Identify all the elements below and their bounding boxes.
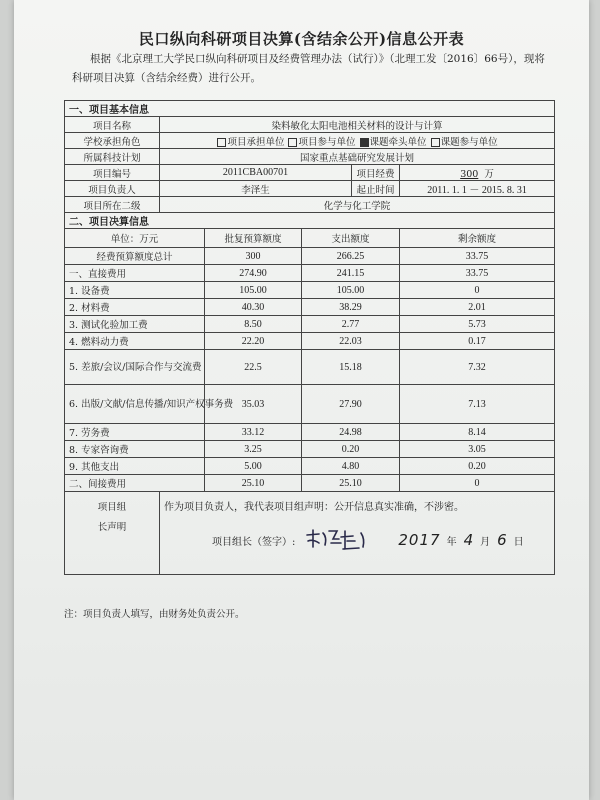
row-remain: 7.13: [400, 385, 555, 424]
table-row: [65, 441, 555, 458]
project-funds-unit: 万: [484, 168, 494, 180]
row-budget: 3.25: [205, 441, 302, 458]
row-spent: 4.80: [302, 458, 400, 475]
disclosure-form: [64, 100, 555, 575]
table-row: [65, 282, 555, 299]
project-leader-value: 李泽生: [160, 181, 352, 197]
school-role-label: 学校承担角色: [65, 133, 160, 149]
row-budget: 8.50: [205, 316, 302, 333]
role-option-label: 课题参与单位: [440, 136, 498, 148]
row-name: 1. 设备费: [65, 282, 205, 299]
table-row: [65, 458, 555, 475]
row-remain: 2.01: [400, 299, 555, 316]
row-name: 经费预算额度总计: [65, 248, 205, 265]
project-funds-label: 项目经费: [352, 165, 400, 181]
row-budget: 40.30: [205, 299, 302, 316]
table-row: [65, 248, 555, 265]
row-name: 5. 差旅/会议/国际合作与交流费: [65, 350, 205, 385]
signature-label: 项目组长（签字）:: [212, 536, 296, 548]
row-name: 6. 出版/文献/信息传播/知识产权事务费: [65, 385, 205, 424]
row-spent: 24.98: [302, 424, 400, 441]
date-month: 4: [463, 531, 475, 549]
date-year: 2017: [398, 531, 441, 549]
table-row: [65, 350, 555, 385]
project-funds-cell: [400, 165, 555, 181]
row-name: 4. 燃料动力费: [65, 333, 205, 350]
row-budget: 105.00: [205, 282, 302, 299]
project-name-value: 染料敏化太阳电池相关材料的设计与计算: [160, 117, 555, 133]
table-row: [65, 316, 555, 333]
row-spent: 241.15: [302, 265, 400, 282]
col-header-spent: 支出额度: [302, 229, 400, 248]
row-remain: 33.75: [400, 265, 555, 282]
col-header-budget: 批复预算额度: [205, 229, 302, 248]
row-budget: 22.20: [205, 333, 302, 350]
row-budget: 25.10: [205, 475, 302, 492]
row-spent: 22.03: [302, 333, 400, 350]
intro-paragraph: 根据《北京理工大学民口纵向科研项目及经费管理办法（试行）》（北理工发〔2016〕66号），现将科研项目决算（含结余经费）进行公开。: [72, 53, 545, 84]
signature-date: [395, 531, 527, 549]
row-name: 一、直接费用: [65, 265, 205, 282]
role-option-label: 课题牵头单位: [369, 136, 427, 148]
row-remain: 0.17: [400, 333, 555, 350]
page-title: 民口纵向科研项目决算(含结余公开)信息公开表: [138, 30, 465, 48]
row-name: 3. 测试化验加工费: [65, 316, 205, 333]
section-basic-info-heading: 一、项目基本信息: [65, 101, 555, 117]
date-year-char: 年: [446, 537, 458, 548]
row-budget: 22.5: [205, 350, 302, 385]
project-number-label: 项目编号: [65, 165, 160, 181]
row-spent: 27.90: [302, 385, 400, 424]
col-header-remain: 剩余额度: [400, 229, 555, 248]
row-name: 9. 其他支出: [65, 458, 205, 475]
row-spent: 38.29: [302, 299, 400, 316]
row-spent: 15.18: [302, 350, 400, 385]
signature-row: [164, 527, 550, 553]
footnote: 注：项目负责人填写，由财务处负责公开。: [64, 609, 245, 620]
date-day-char: 日: [513, 537, 525, 548]
handwritten-signature: [303, 527, 373, 553]
row-name: 二、间接费用: [65, 475, 205, 492]
tech-plan-label: 所属科技计划: [65, 149, 160, 165]
role-checkbox-checked: [360, 138, 369, 147]
row-remain: 7.32: [400, 350, 555, 385]
row-name: 7. 劳务费: [65, 424, 205, 441]
project-name-label: 项目名称: [65, 117, 160, 133]
school-role-options: [160, 133, 555, 149]
row-spent: 2.77: [302, 316, 400, 333]
project-leader-label: 项目负责人: [65, 181, 160, 197]
row-remain: 5.73: [400, 316, 555, 333]
row-spent: 266.25: [302, 248, 400, 265]
statement-body: [160, 492, 555, 575]
role-checkbox: [431, 138, 440, 147]
period-value: 2011. 1. 1 － 2015. 8. 31: [400, 181, 555, 197]
date-day: 6: [497, 531, 508, 549]
row-spent: 0.20: [302, 441, 400, 458]
table-row: [65, 424, 555, 441]
role-option-label: 项目承担单位: [227, 136, 285, 148]
role-checkbox: [288, 138, 297, 147]
project-funds-value: 300: [460, 168, 479, 180]
row-spent: 105.00: [302, 282, 400, 299]
table-row: [65, 333, 555, 350]
table-row: [65, 265, 555, 282]
department-label: 项目所在二级: [65, 197, 160, 213]
period-label: 起止时间: [352, 181, 400, 197]
row-spent: 25.10: [302, 475, 400, 492]
row-remain: 0: [400, 282, 555, 299]
row-budget: 5.00: [205, 458, 302, 475]
row-budget: 33.12: [205, 424, 302, 441]
statement-label: [65, 492, 160, 575]
table-row: [65, 475, 555, 492]
role-option-label: 项目参与单位: [298, 136, 356, 148]
department-value: 化学与化工学院: [160, 197, 555, 213]
statement-label-text: 项目组长声明: [97, 502, 127, 533]
row-name: 2. 材料费: [65, 299, 205, 316]
table-row: [65, 299, 555, 316]
row-remain: 0: [400, 475, 555, 492]
row-remain: 8.14: [400, 424, 555, 441]
row-remain: 0.20: [400, 458, 555, 475]
project-number-value: 2011CBA00701: [160, 165, 352, 181]
section-budget-heading: 二、项目决算信息: [65, 213, 555, 229]
role-checkbox: [217, 138, 226, 147]
table-row: [65, 385, 555, 424]
row-remain: 3.05: [400, 441, 555, 458]
tech-plan-value: 国家重点基础研究发展计划: [160, 149, 555, 165]
row-budget: 300: [205, 248, 302, 265]
row-remain: 33.75: [400, 248, 555, 265]
row-name: 8. 专家咨询费: [65, 441, 205, 458]
col-header-unit: 单位：万元: [65, 229, 205, 248]
row-budget: 35.03: [205, 385, 302, 424]
row-budget: 274.90: [205, 265, 302, 282]
date-month-char: 月: [480, 537, 492, 548]
statement-text: 作为项目负责人，我代表项目组声明：公开信息真实准确，不涉密。: [164, 502, 464, 513]
document-page: [14, 0, 589, 800]
